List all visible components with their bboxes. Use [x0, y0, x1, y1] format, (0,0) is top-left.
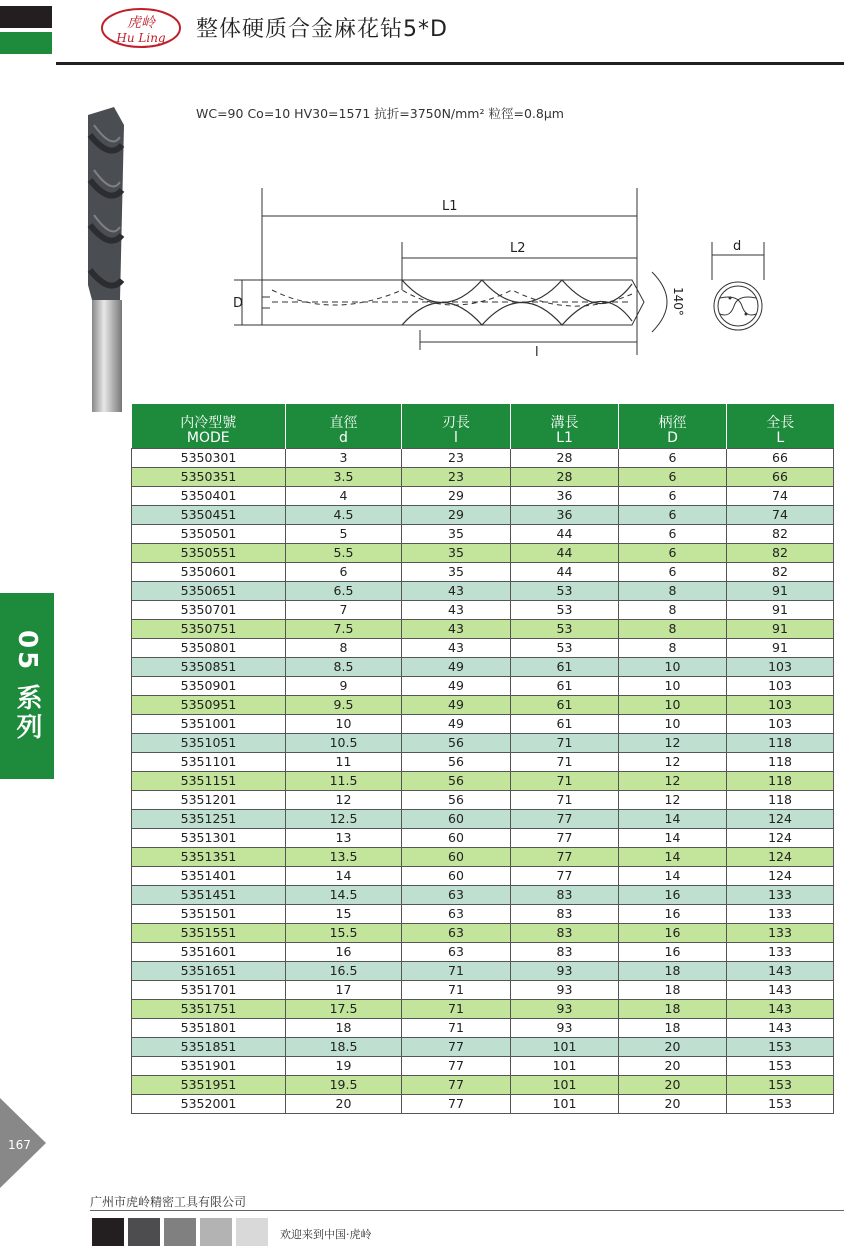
- table-cell: 5351451: [132, 886, 286, 905]
- table-cell: 71: [402, 1019, 511, 1038]
- table-cell: 66: [727, 468, 834, 487]
- table-cell: 5351651: [132, 962, 286, 981]
- column-header-mode: 内冷型號 MODE: [132, 404, 286, 449]
- table-cell: 12: [619, 734, 727, 753]
- table-cell: 5350951: [132, 696, 286, 715]
- table-cell: 93: [511, 981, 619, 1000]
- table-cell: 20: [619, 1095, 727, 1114]
- table-cell: 43: [402, 601, 511, 620]
- table-row: [132, 1057, 834, 1076]
- table-cell: 153: [727, 1076, 834, 1095]
- table-body: [132, 449, 834, 1114]
- huling-logo: [100, 6, 182, 50]
- table-cell: 14: [619, 829, 727, 848]
- table-cell: 5351951: [132, 1076, 286, 1095]
- table-cell: 71: [402, 1000, 511, 1019]
- table-cell: 6.5: [286, 582, 402, 601]
- table-cell: 56: [402, 791, 511, 810]
- table-cell: 6: [619, 525, 727, 544]
- table-cell: 35: [402, 544, 511, 563]
- table-cell: 61: [511, 658, 619, 677]
- table-cell: 12: [619, 791, 727, 810]
- table-row: [132, 1000, 834, 1019]
- table-row: [132, 924, 834, 943]
- table-row: [132, 734, 834, 753]
- table-cell: 28: [511, 449, 619, 468]
- table-cell: 91: [727, 582, 834, 601]
- table-cell: 3.5: [286, 468, 402, 487]
- table-cell: 19: [286, 1057, 402, 1076]
- table-row: [132, 639, 834, 658]
- table-cell: 124: [727, 848, 834, 867]
- table-cell: 61: [511, 677, 619, 696]
- table-cell: 56: [402, 734, 511, 753]
- table-cell: 8: [286, 639, 402, 658]
- table-cell: 5351751: [132, 1000, 286, 1019]
- table-cell: 18: [286, 1019, 402, 1038]
- table-cell: 44: [511, 525, 619, 544]
- table-cell: 91: [727, 620, 834, 639]
- table-cell: 153: [727, 1095, 834, 1114]
- table-cell: 153: [727, 1057, 834, 1076]
- table-cell: 17.5: [286, 1000, 402, 1019]
- drill-spec-table: [131, 404, 834, 1114]
- header-green-bar: [0, 32, 52, 54]
- table-cell: 43: [402, 620, 511, 639]
- column-header-flute-length: 溝長 L1: [511, 404, 619, 449]
- table-cell: 10: [619, 715, 727, 734]
- table-cell: 53: [511, 639, 619, 658]
- table-row: [132, 1076, 834, 1095]
- table-cell: 83: [511, 886, 619, 905]
- table-row: [132, 829, 834, 848]
- table-row: [132, 601, 834, 620]
- table-cell: 153: [727, 1038, 834, 1057]
- table-cell: 15: [286, 905, 402, 924]
- label-angle: 140°: [671, 287, 685, 316]
- table-cell: 5350701: [132, 601, 286, 620]
- table-cell: 77: [402, 1076, 511, 1095]
- table-cell: 5351601: [132, 943, 286, 962]
- table-cell: 9.5: [286, 696, 402, 715]
- table-cell: 103: [727, 658, 834, 677]
- table-cell: 18: [619, 962, 727, 981]
- table-cell: 18: [619, 1019, 727, 1038]
- table-cell: 4: [286, 487, 402, 506]
- table-row: [132, 753, 834, 772]
- table-cell: 83: [511, 943, 619, 962]
- table-cell: 77: [402, 1057, 511, 1076]
- table-cell: 35: [402, 563, 511, 582]
- table-cell: 20: [619, 1076, 727, 1095]
- table-cell: 5350801: [132, 639, 286, 658]
- table-cell: 5.5: [286, 544, 402, 563]
- drill-photo: [70, 105, 142, 415]
- table-row: [132, 658, 834, 677]
- color-swatch: [200, 1218, 232, 1246]
- table-cell: 5350851: [132, 658, 286, 677]
- table-cell: 6: [286, 563, 402, 582]
- table-cell: 61: [511, 715, 619, 734]
- table-cell: 16: [619, 943, 727, 962]
- table-cell: 20: [619, 1038, 727, 1057]
- table-cell: 71: [511, 772, 619, 791]
- table-row: [132, 962, 834, 981]
- table-cell: 118: [727, 734, 834, 753]
- table-cell: 10: [619, 677, 727, 696]
- table-cell: 124: [727, 829, 834, 848]
- table-cell: 77: [511, 867, 619, 886]
- table-cell: 101: [511, 1038, 619, 1057]
- table-cell: 5351351: [132, 848, 286, 867]
- footer-divider: [90, 1210, 844, 1211]
- table-cell: 71: [511, 753, 619, 772]
- table-cell: 16: [619, 886, 727, 905]
- table-cell: 101: [511, 1095, 619, 1114]
- page-title: 整体硬质合金麻花钻5*D: [196, 17, 448, 42]
- table-cell: 143: [727, 1019, 834, 1038]
- color-swatch: [236, 1218, 268, 1246]
- table-cell: 5350451: [132, 506, 286, 525]
- table-cell: 29: [402, 506, 511, 525]
- table-cell: 8.5: [286, 658, 402, 677]
- table-row: [132, 1019, 834, 1038]
- table-row: [132, 487, 834, 506]
- color-swatch: [164, 1218, 196, 1246]
- table-cell: 5351401: [132, 867, 286, 886]
- column-header-diameter: 直徑 d: [286, 404, 402, 449]
- table-cell: 8: [619, 620, 727, 639]
- drill-diagram: [212, 180, 832, 370]
- footer-company: 广州市虎岭精密工具有限公司: [90, 1195, 247, 1209]
- table-cell: 133: [727, 886, 834, 905]
- logo-brand-en: Hu Ling: [116, 31, 166, 45]
- table-cell: 63: [402, 886, 511, 905]
- page-number: 167: [8, 1138, 31, 1152]
- table-cell: 133: [727, 905, 834, 924]
- header-black-bar: [0, 6, 52, 28]
- table-cell: 18: [619, 981, 727, 1000]
- table-cell: 61: [511, 696, 619, 715]
- material-spec: WC=90 Co=10 HV30=1571 抗折=3750N/mm² 粒徑=0.8μm: [196, 106, 564, 121]
- table-cell: 7.5: [286, 620, 402, 639]
- footer-welcome: 欢迎来到中国·虎岭: [280, 1228, 372, 1241]
- table-cell: 53: [511, 582, 619, 601]
- table-cell: 5351251: [132, 810, 286, 829]
- table-cell: 49: [402, 677, 511, 696]
- table-cell: 63: [402, 924, 511, 943]
- table-cell: 20: [286, 1095, 402, 1114]
- table-cell: 82: [727, 544, 834, 563]
- table-cell: 118: [727, 772, 834, 791]
- table-cell: 9: [286, 677, 402, 696]
- logo-brand-cn: 虎岭: [127, 15, 155, 31]
- table-cell: 44: [511, 563, 619, 582]
- table-cell: 23: [402, 468, 511, 487]
- table-cell: 17: [286, 981, 402, 1000]
- table-cell: 103: [727, 696, 834, 715]
- table-cell: 44: [511, 544, 619, 563]
- table-cell: 71: [402, 981, 511, 1000]
- table-row: [132, 905, 834, 924]
- table-cell: 6: [619, 506, 727, 525]
- table-cell: 28: [511, 468, 619, 487]
- table-cell: 36: [511, 506, 619, 525]
- table-cell: 14: [286, 867, 402, 886]
- table-cell: 5351801: [132, 1019, 286, 1038]
- table-cell: 143: [727, 981, 834, 1000]
- table-row: [132, 582, 834, 601]
- label-l: l: [535, 345, 539, 360]
- table-cell: 77: [402, 1095, 511, 1114]
- table-cell: 74: [727, 487, 834, 506]
- table-cell: 133: [727, 924, 834, 943]
- table-cell: 143: [727, 962, 834, 981]
- table-row: [132, 848, 834, 867]
- table-cell: 16: [619, 924, 727, 943]
- table-cell: 101: [511, 1057, 619, 1076]
- table-row: [132, 563, 834, 582]
- table-row: [132, 544, 834, 563]
- table-cell: 15.5: [286, 924, 402, 943]
- table-cell: 5350401: [132, 487, 286, 506]
- color-swatch: [92, 1218, 124, 1246]
- table-cell: 10: [619, 696, 727, 715]
- table-cell: 60: [402, 810, 511, 829]
- table-cell: 49: [402, 715, 511, 734]
- table-row: [132, 696, 834, 715]
- table-cell: 5: [286, 525, 402, 544]
- label-L2: L2: [510, 241, 526, 256]
- table-cell: 5351501: [132, 905, 286, 924]
- table-cell: 36: [511, 487, 619, 506]
- table-row: [132, 677, 834, 696]
- table-cell: 5351051: [132, 734, 286, 753]
- table-cell: 43: [402, 582, 511, 601]
- table-cell: 5350551: [132, 544, 286, 563]
- table-cell: 5350351: [132, 468, 286, 487]
- table-cell: 5352001: [132, 1095, 286, 1114]
- table-cell: 12: [286, 791, 402, 810]
- table-cell: 6: [619, 563, 727, 582]
- table-cell: 5350601: [132, 563, 286, 582]
- table-cell: 13: [286, 829, 402, 848]
- table-cell: 133: [727, 943, 834, 962]
- table-cell: 5350301: [132, 449, 286, 468]
- table-cell: 14: [619, 848, 727, 867]
- table-cell: 66: [727, 449, 834, 468]
- table-row: [132, 449, 834, 468]
- table-cell: 12: [619, 772, 727, 791]
- label-L1: L1: [442, 199, 458, 214]
- table-cell: 8: [619, 639, 727, 658]
- table-cell: 16.5: [286, 962, 402, 981]
- table-cell: 71: [402, 962, 511, 981]
- table-cell: 118: [727, 791, 834, 810]
- table-cell: 60: [402, 867, 511, 886]
- table-cell: 60: [402, 829, 511, 848]
- table-cell: 5351151: [132, 772, 286, 791]
- label-d: d: [733, 239, 742, 254]
- table-cell: 14.5: [286, 886, 402, 905]
- table-cell: 53: [511, 620, 619, 639]
- table-cell: 124: [727, 810, 834, 829]
- table-cell: 16: [619, 905, 727, 924]
- table-cell: 6: [619, 449, 727, 468]
- table-cell: 20: [619, 1057, 727, 1076]
- table-cell: 93: [511, 962, 619, 981]
- table-cell: 3: [286, 449, 402, 468]
- table-cell: 77: [511, 848, 619, 867]
- table-cell: 49: [402, 696, 511, 715]
- table-cell: 103: [727, 715, 834, 734]
- table-row: [132, 810, 834, 829]
- table-cell: 5350501: [132, 525, 286, 544]
- table-cell: 23: [402, 449, 511, 468]
- table-cell: 143: [727, 1000, 834, 1019]
- table-cell: 74: [727, 506, 834, 525]
- table-cell: 5351301: [132, 829, 286, 848]
- table-cell: 5351851: [132, 1038, 286, 1057]
- table-cell: 56: [402, 772, 511, 791]
- table-row: [132, 1095, 834, 1114]
- table-cell: 93: [511, 1000, 619, 1019]
- table-row: [132, 867, 834, 886]
- table-row: [132, 525, 834, 544]
- table-cell: 5351201: [132, 791, 286, 810]
- table-cell: 53: [511, 601, 619, 620]
- table-cell: 91: [727, 639, 834, 658]
- table-cell: 60: [402, 848, 511, 867]
- column-header-total-length: 全長 L: [727, 404, 834, 449]
- table-cell: 18: [619, 1000, 727, 1019]
- table-cell: 5350901: [132, 677, 286, 696]
- table-cell: 101: [511, 1076, 619, 1095]
- table-cell: 5350751: [132, 620, 286, 639]
- table-row: [132, 943, 834, 962]
- table-cell: 19.5: [286, 1076, 402, 1095]
- table-cell: 10.5: [286, 734, 402, 753]
- table-header-row: [132, 404, 834, 449]
- column-header-shank-diameter: 柄徑 D: [619, 404, 727, 449]
- table-cell: 103: [727, 677, 834, 696]
- table-cell: 5351001: [132, 715, 286, 734]
- table-cell: 71: [511, 734, 619, 753]
- table-row: [132, 772, 834, 791]
- table-cell: 12.5: [286, 810, 402, 829]
- table-cell: 91: [727, 601, 834, 620]
- table-row: [132, 981, 834, 1000]
- table-cell: 6: [619, 544, 727, 563]
- table-row: [132, 506, 834, 525]
- table-cell: 18.5: [286, 1038, 402, 1057]
- table-cell: 35: [402, 525, 511, 544]
- table-cell: 16: [286, 943, 402, 962]
- table-cell: 56: [402, 753, 511, 772]
- table-cell: 5351701: [132, 981, 286, 1000]
- table-cell: 43: [402, 639, 511, 658]
- table-cell: 124: [727, 867, 834, 886]
- table-row: [132, 620, 834, 639]
- table-cell: 83: [511, 905, 619, 924]
- table-cell: 77: [402, 1038, 511, 1057]
- table-cell: 8: [619, 601, 727, 620]
- table-cell: 11.5: [286, 772, 402, 791]
- table-cell: 93: [511, 1019, 619, 1038]
- table-cell: 7: [286, 601, 402, 620]
- table-cell: 49: [402, 658, 511, 677]
- table-cell: 83: [511, 924, 619, 943]
- table-cell: 29: [402, 487, 511, 506]
- table-row: [132, 715, 834, 734]
- table-cell: 5351551: [132, 924, 286, 943]
- table-cell: 118: [727, 753, 834, 772]
- table-cell: 5350651: [132, 582, 286, 601]
- table-cell: 63: [402, 943, 511, 962]
- column-header-edge-length: 刃長 l: [402, 404, 511, 449]
- table-cell: 82: [727, 563, 834, 582]
- table-cell: 8: [619, 582, 727, 601]
- table-cell: 6: [619, 487, 727, 506]
- table-row: [132, 468, 834, 487]
- table-cell: 14: [619, 867, 727, 886]
- table-cell: 71: [511, 791, 619, 810]
- table-cell: 11: [286, 753, 402, 772]
- header-divider: [56, 62, 844, 65]
- label-D: D: [233, 296, 244, 311]
- table-row: [132, 791, 834, 810]
- table-cell: 5351101: [132, 753, 286, 772]
- table-cell: 10: [286, 715, 402, 734]
- color-swatch: [128, 1218, 160, 1246]
- table-cell: 13.5: [286, 848, 402, 867]
- table-cell: 5351901: [132, 1057, 286, 1076]
- table-cell: 10: [619, 658, 727, 677]
- table-cell: 14: [619, 810, 727, 829]
- table-row: [132, 1038, 834, 1057]
- table-cell: 77: [511, 829, 619, 848]
- table-cell: 4.5: [286, 506, 402, 525]
- table-row: [132, 886, 834, 905]
- table-cell: 77: [511, 810, 619, 829]
- table-cell: 6: [619, 468, 727, 487]
- table-cell: 63: [402, 905, 511, 924]
- series-side-tab: 05 系列: [0, 593, 54, 779]
- table-cell: 12: [619, 753, 727, 772]
- table-cell: 82: [727, 525, 834, 544]
